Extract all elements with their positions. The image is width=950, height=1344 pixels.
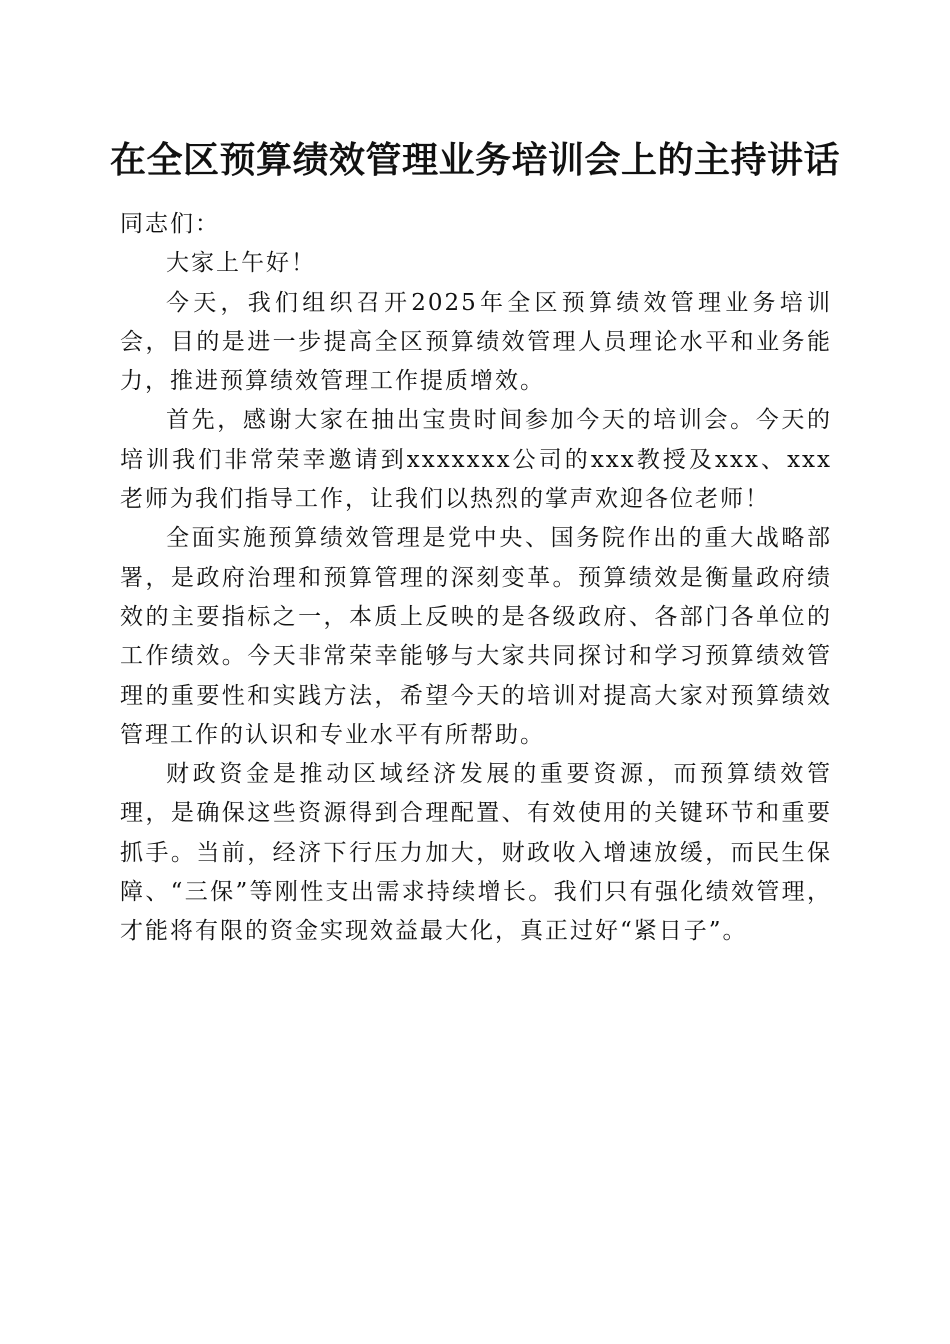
paragraph-thanks: 首先，感谢大家在抽出宝贵时间参加今天的培训会。今天的培训我们非常荣幸邀请到xxxxxxx公司的xxx教授及xxx、xxx老师为我们指导工作，让我们以热烈的掌声欢迎各位老师！	[120, 407, 832, 513]
paragraph-fiscal-funds: 财政资金是推动区域经济发展的重要资源，而预算绩效管理，是确保这些资源得到合理配置、有效使用的关键环节和重要抓手。当前，经济下行压力加大，财政收入增速放缓，而民生保障、“三保”等刚性支出需求持续增长。我们只有强化绩效管理，才能将有限的资金实现效益最大化，真正过好“紧日子”。	[120, 761, 832, 945]
salutation: 同志们：	[120, 211, 220, 237]
paragraph-significance: 全面实施预算绩效管理是党中央、国务院作出的重大战略部署，是政府治理和预算管理的深刻变革。预算绩效是衡量政府绩效的主要指标之一，本质上反映的是各级政府、各部门各单位的工作绩效。今天非常荣幸能够与大家共同探讨和学习预算绩效管理的重要性和实践方法，希望今天的培训对提高大家对预算绩效管理工作的认识和专业水平有所帮助。	[120, 525, 832, 748]
document-body	[120, 205, 832, 952]
paragraph-greeting: 大家上午好！	[166, 250, 316, 277]
paragraph-purpose: 今天，我们组织召开2025年全区预算绩效管理业务培训会，目的是进一步提高全区预算绩效管理人员理论水平和业务能力，推进预算绩效管理工作提质增效。	[120, 289, 832, 395]
document-title: 在全区预算绩效管理业务培训会上的主持讲话	[109, 139, 840, 181]
